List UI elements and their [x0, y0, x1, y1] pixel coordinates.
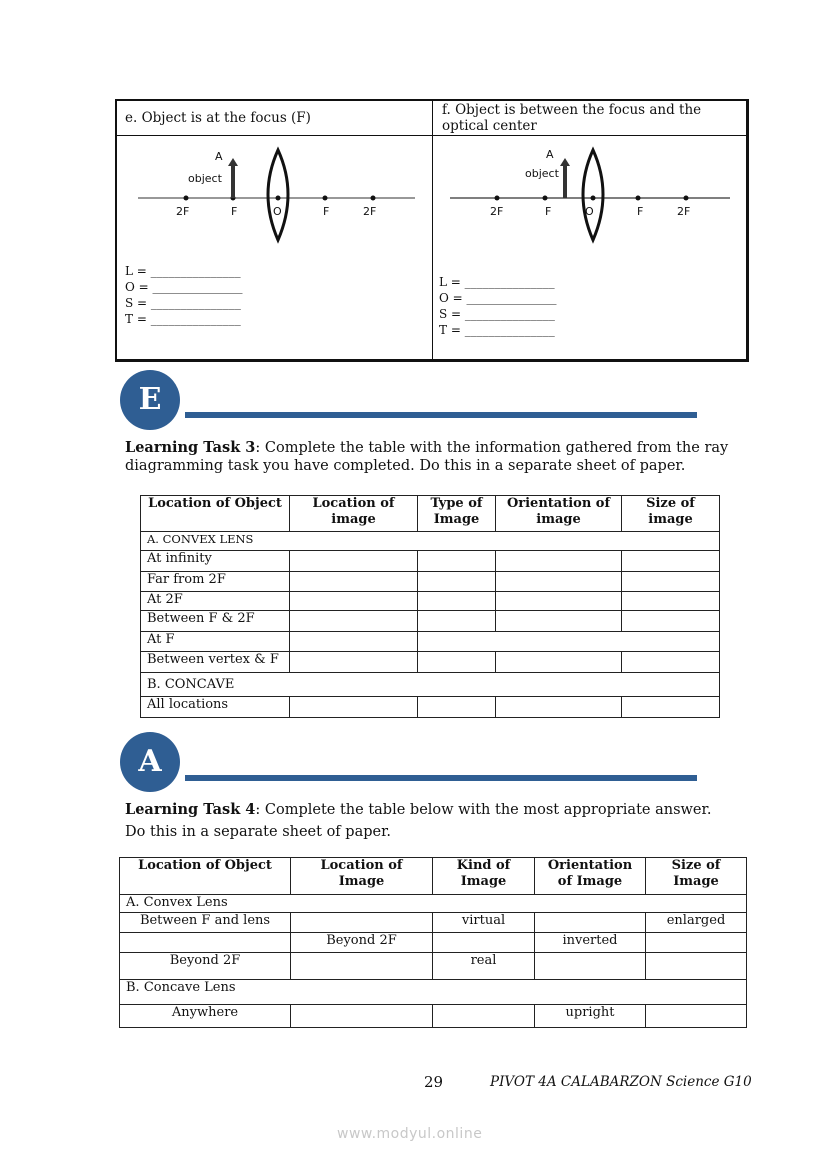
- header-cell: Kind of Image: [433, 858, 535, 895]
- cell: At F: [141, 632, 290, 652]
- page-number: 29: [424, 1073, 444, 1091]
- section-e-badge: E: [120, 370, 180, 430]
- diagram-f: [445, 140, 745, 250]
- cell: Anywhere: [120, 1005, 291, 1028]
- label-f: F: [323, 205, 330, 218]
- cell: At infinity: [141, 551, 290, 572]
- header-cell: Orientation of image: [496, 496, 622, 532]
- cell: [646, 953, 747, 980]
- table-row: [141, 551, 720, 572]
- blank-s: S = _______________: [125, 296, 241, 310]
- cell: enlarged: [646, 913, 747, 933]
- table-row: [120, 933, 747, 953]
- section-divider: [185, 775, 697, 781]
- header-cell: Location of Object: [141, 496, 290, 532]
- section-row: A. Convex Lens: [120, 895, 747, 913]
- table-row: [120, 913, 747, 933]
- task3-label: Learning Task 3: [125, 439, 256, 456]
- label-o: O: [273, 205, 282, 218]
- label-f: F: [637, 205, 644, 218]
- section-row: B. CONCAVE: [141, 673, 720, 697]
- section-row: A. CONVEX LENS: [141, 532, 720, 551]
- cell: [646, 933, 747, 953]
- cell: Beyond 2F: [120, 953, 291, 980]
- header-cell: Size of image: [622, 496, 720, 532]
- label-2f: 2F: [363, 205, 377, 218]
- header-cell: Location of Object: [120, 858, 291, 895]
- table-row: [141, 632, 720, 652]
- table-row: [141, 592, 720, 611]
- cell: All locations: [141, 697, 290, 718]
- cell: At 2F: [141, 592, 290, 611]
- cell: Between F & 2F: [141, 611, 290, 632]
- table-row: [141, 652, 720, 673]
- task4-text: : Complete the table below with the most appropriate answer. Do this in a separate sheet of paper.: [125, 802, 712, 840]
- section-divider: [185, 412, 697, 418]
- cell: [433, 933, 535, 953]
- table-row: [141, 572, 720, 592]
- task3-table: [140, 495, 720, 718]
- section-row: B. Concave Lens: [120, 980, 747, 1005]
- task3-instructions: [125, 439, 745, 475]
- blank-t: T = _______________: [439, 323, 555, 337]
- task4-instructions: [125, 799, 735, 843]
- cell: upright: [535, 1005, 646, 1028]
- case-f-title: f. Object is between the focus and the optical center: [442, 102, 702, 134]
- cell: Far from 2F: [141, 572, 290, 592]
- header-cell: Orientation of Image: [535, 858, 646, 895]
- blank-o: O = _______________: [125, 280, 243, 294]
- label-2f: 2F: [677, 205, 691, 218]
- header-cell: Location of image: [290, 496, 418, 532]
- cell: [433, 1005, 535, 1028]
- table-row: [120, 953, 747, 980]
- cell: inverted: [535, 933, 646, 953]
- table-row: [120, 1005, 747, 1028]
- footer-title: PIVOT 4A CALABARZON Science G10: [490, 1074, 752, 1090]
- point-a-label: A: [215, 150, 223, 163]
- table-row: [141, 697, 720, 718]
- section-a-badge: A: [120, 732, 180, 792]
- blank-l: L = _______________: [439, 275, 555, 289]
- header-cell: Location of Image: [291, 858, 433, 895]
- cell: virtual: [433, 913, 535, 933]
- cell: [291, 953, 433, 980]
- blank-o: O = _______________: [439, 291, 557, 305]
- task4-table: [119, 857, 747, 1028]
- label-2f: 2F: [490, 205, 504, 218]
- label-f: F: [545, 205, 552, 218]
- label-f: F: [231, 205, 238, 218]
- label-2f: 2F: [176, 205, 190, 218]
- cell: Between vertex & F: [141, 652, 290, 673]
- cell: Between F and lens: [120, 913, 291, 933]
- cell: [291, 913, 433, 933]
- blanks-f: [439, 274, 557, 338]
- axis-labels-e: [176, 205, 376, 218]
- point-a-label: A: [546, 148, 554, 161]
- blank-t: T = _______________: [125, 312, 241, 326]
- case-e-title: e. Object is at the focus (F): [125, 110, 311, 126]
- cell: [291, 1005, 433, 1028]
- cell: [120, 933, 291, 953]
- header-cell: Size of Image: [646, 858, 747, 895]
- object-label: object: [525, 167, 559, 180]
- cell: Beyond 2F: [291, 933, 433, 953]
- watermark-text: www.modyul.online: [337, 1126, 483, 1142]
- blanks-e: [125, 263, 243, 327]
- header-cell: Type of Image: [418, 496, 496, 532]
- table-row: [141, 611, 720, 632]
- blank-l: L = _______________: [125, 264, 241, 278]
- cell: [535, 913, 646, 933]
- blank-s: S = _______________: [439, 307, 555, 321]
- cell: [646, 1005, 747, 1028]
- diagram-e: [130, 140, 430, 250]
- task4-label: Learning Task 4: [125, 801, 256, 818]
- cell: [535, 953, 646, 980]
- cell: real: [433, 953, 535, 980]
- task3-text: : Complete the table with the information gathered from the ray diagramming task you have completed. Do this in a separate sheet of paper.: [125, 440, 729, 474]
- axis-labels-f: [490, 205, 690, 218]
- label-o: O: [585, 205, 594, 218]
- object-label: object: [188, 172, 222, 185]
